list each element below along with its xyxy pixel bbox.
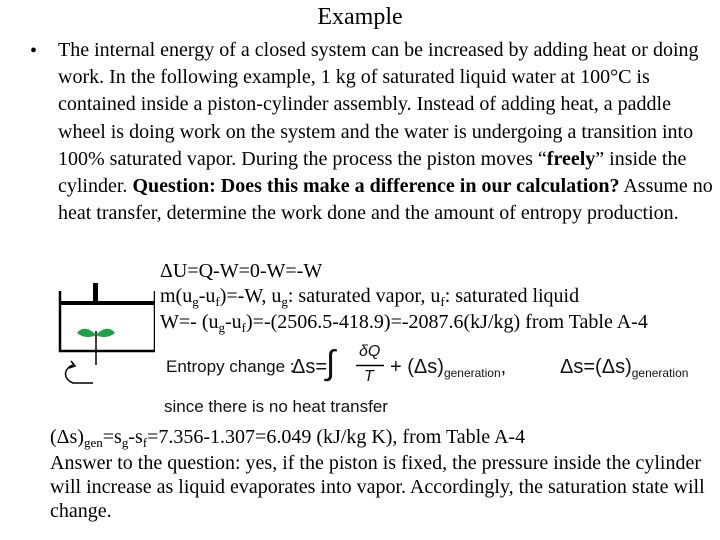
problem-paragraph [58, 37, 718, 227]
energy-definition-line: $m(u_g-u_f)=-W$, $u_g$: saturated vapor, $u_f$: saturated liquid [160, 285, 580, 309]
paragraph-text-3: Assume no heat transfer, determine the work done and the amount of entropy production. [58, 175, 713, 225]
answer-paragraph: Answer to the question: yes, if the piston is fixed, the pressure inside the cylinder will increase as liquid evaporates into vapor. Accordingly, the saturation state will change. [50, 452, 705, 522]
paragraph-question: Question: Does this make a difference in our calculation? [132, 175, 620, 198]
temperature-denominator: T [364, 368, 374, 385]
cylinder-outline [60, 291, 155, 351]
entropy-result-term: $\Delta s=(\Delta s)_{generation}$ [560, 356, 689, 380]
slide-title: Example [317, 4, 403, 30]
work-calculation-line: W=- $(u_g-u_f)=-(2506.5-418.9)=-2087.6(kJ/kg)$ from Table A-4 [160, 311, 648, 335]
no-heat-transfer-note: since there is no heat transfer [164, 397, 388, 416]
paragraph-text-2: ” inside the cylinder. [58, 147, 687, 198]
entropy-generation-result: $(\Delta s)_{gen}=s_g-s_f=7.356-1.307=6.049$ (kJ/kg K), from Table A-4 [50, 426, 526, 450]
paragraph-freely: freely [546, 147, 596, 170]
entropy-generation-term: + $(\Delta s)_{generation}$, [390, 356, 507, 380]
paddle-blade-right [96, 329, 115, 337]
piston-plate [60, 301, 155, 305]
entropy-change-label: Entropy change : [166, 357, 295, 376]
entropy-lhs: Δs= [292, 356, 328, 378]
integral-sign: ∫ [326, 344, 336, 382]
fraction-bar [356, 364, 384, 367]
bullet-marker: • [30, 40, 38, 62]
energy-balance-line: ΔU=Q-W=0-W=-W [160, 260, 323, 282]
piston-cylinder-figure [55, 283, 155, 395]
paragraph-text-1: The internal energy of a closed system can be increased by adding heat or doing work. In the following example, 1 kg of saturated liquid water at 100°C is contained inside a piston-cylinder assembly. Instead of adding heat, a paddle wheel is doing work on the system and the water is undergoing a transition into 100% saturated vapor. During the process the piston moves “ [58, 39, 699, 170]
paddle-blade-left [77, 329, 96, 337]
piston-rod [93, 283, 98, 303]
heat-numerator: δQ [359, 343, 381, 360]
